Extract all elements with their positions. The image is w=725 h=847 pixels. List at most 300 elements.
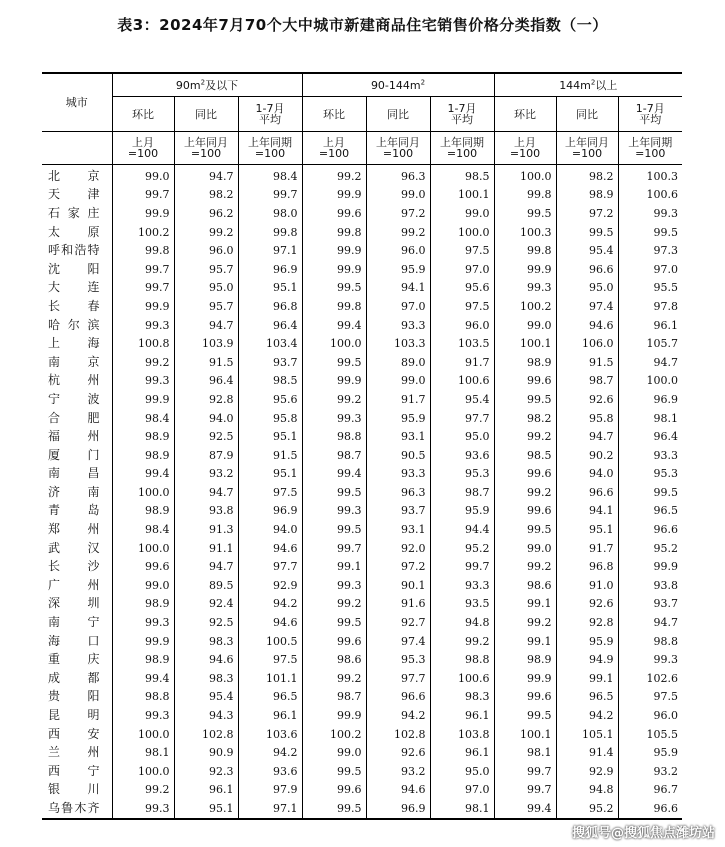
value-cell: 97.2 bbox=[366, 557, 430, 576]
value-cell: 103.3 bbox=[366, 334, 430, 353]
table-row bbox=[42, 204, 682, 223]
table-row bbox=[42, 241, 682, 260]
value-cell: 101.1 bbox=[238, 669, 302, 688]
table-row bbox=[42, 706, 682, 725]
value-cell: 97.7 bbox=[430, 409, 494, 428]
value-cell: 94.7 bbox=[174, 165, 238, 186]
value-cell: 100.0 bbox=[112, 762, 174, 781]
value-cell: 98.2 bbox=[556, 165, 618, 186]
table-row bbox=[42, 483, 682, 502]
city-cell: 郑州 bbox=[48, 522, 100, 537]
value-cell: 99.7 bbox=[112, 279, 174, 298]
value-cell: 98.9 bbox=[112, 595, 174, 614]
value-cell: 92.3 bbox=[174, 762, 238, 781]
value-cell: 91.7 bbox=[430, 353, 494, 372]
value-cell: 99.0 bbox=[366, 186, 430, 205]
base-cell: 上年同月 =100 bbox=[174, 132, 238, 165]
value-cell: 93.6 bbox=[238, 762, 302, 781]
value-cell: 92.4 bbox=[174, 595, 238, 614]
value-cell: 100.3 bbox=[618, 165, 682, 186]
value-cell: 97.5 bbox=[238, 650, 302, 669]
value-cell: 90.2 bbox=[556, 446, 618, 465]
value-cell: 99.4 bbox=[112, 465, 174, 484]
table-row bbox=[42, 762, 682, 781]
value-cell: 99.5 bbox=[618, 223, 682, 242]
value-cell: 96.9 bbox=[238, 260, 302, 279]
value-cell: 93.6 bbox=[430, 446, 494, 465]
value-cell: 98.9 bbox=[556, 186, 618, 205]
value-cell: 95.5 bbox=[618, 279, 682, 298]
value-cell: 99.0 bbox=[112, 576, 174, 595]
base-cell: 上月 =100 bbox=[302, 132, 366, 165]
table-title: 表3：2024年7月70个大中城市新建商品住宅销售价格分类指数（一） bbox=[117, 16, 608, 34]
base-row-spacer bbox=[42, 132, 112, 165]
value-cell: 99.8 bbox=[238, 223, 302, 242]
value-cell: 93.3 bbox=[366, 316, 430, 335]
value-cell: 99.2 bbox=[494, 557, 556, 576]
value-cell: 97.4 bbox=[366, 632, 430, 651]
value-cell: 99.0 bbox=[430, 204, 494, 223]
value-cell: 99.3 bbox=[302, 409, 366, 428]
base-cell: 上月 =100 bbox=[112, 132, 174, 165]
value-cell: 99.9 bbox=[112, 204, 174, 223]
value-cell: 94.1 bbox=[366, 279, 430, 298]
value-cell: 99.6 bbox=[302, 781, 366, 800]
value-cell: 99.8 bbox=[302, 223, 366, 242]
value-cell: 94.6 bbox=[238, 613, 302, 632]
value-cell: 100.3 bbox=[494, 223, 556, 242]
value-cell: 96.6 bbox=[556, 260, 618, 279]
value-cell: 98.3 bbox=[174, 632, 238, 651]
value-cell: 95.9 bbox=[556, 632, 618, 651]
value-cell: 92.6 bbox=[556, 595, 618, 614]
city-cell: 兰州 bbox=[48, 745, 100, 760]
value-cell: 96.0 bbox=[174, 241, 238, 260]
value-cell: 99.1 bbox=[494, 632, 556, 651]
city-cell: 成都 bbox=[48, 670, 100, 685]
value-cell: 102.8 bbox=[366, 725, 430, 744]
value-cell: 100.0 bbox=[112, 483, 174, 502]
value-cell: 99.5 bbox=[302, 613, 366, 632]
value-cell: 98.8 bbox=[430, 650, 494, 669]
value-cell: 98.9 bbox=[494, 650, 556, 669]
value-cell: 98.0 bbox=[238, 204, 302, 223]
value-cell: 97.0 bbox=[430, 781, 494, 800]
value-cell: 99.3 bbox=[112, 372, 174, 391]
value-cell: 99.2 bbox=[302, 165, 366, 186]
value-cell: 99.2 bbox=[430, 632, 494, 651]
city-cell: 西宁 bbox=[48, 763, 100, 778]
value-cell: 96.1 bbox=[430, 706, 494, 725]
table-row bbox=[42, 297, 682, 316]
value-cell: 91.7 bbox=[366, 390, 430, 409]
value-cell: 100.6 bbox=[430, 669, 494, 688]
value-cell: 99.2 bbox=[302, 390, 366, 409]
value-cell: 99.2 bbox=[302, 595, 366, 614]
value-cell: 98.4 bbox=[112, 409, 174, 428]
value-cell: 99.5 bbox=[302, 483, 366, 502]
group-header-small: $90m^2$及以下 bbox=[112, 73, 302, 97]
value-cell: 103.5 bbox=[430, 334, 494, 353]
value-cell: 99.7 bbox=[494, 781, 556, 800]
value-cell: 98.4 bbox=[112, 520, 174, 539]
value-cell: 99.9 bbox=[302, 260, 366, 279]
value-cell: 100.0 bbox=[112, 725, 174, 744]
value-cell: 98.6 bbox=[494, 576, 556, 595]
value-cell: 93.1 bbox=[366, 427, 430, 446]
table-row bbox=[42, 799, 682, 819]
value-cell: 99.5 bbox=[302, 353, 366, 372]
value-cell: 92.9 bbox=[238, 576, 302, 595]
value-cell: 91.5 bbox=[238, 446, 302, 465]
subheader-cell: 1-7月 平均 bbox=[430, 97, 494, 132]
value-cell: 94.0 bbox=[174, 409, 238, 428]
value-cell: 98.5 bbox=[430, 165, 494, 186]
value-cell: 99.7 bbox=[112, 186, 174, 205]
value-cell: 103.8 bbox=[430, 725, 494, 744]
value-cell: 99.5 bbox=[618, 483, 682, 502]
value-cell: 98.1 bbox=[494, 743, 556, 762]
value-cell: 96.4 bbox=[174, 372, 238, 391]
value-cell: 99.0 bbox=[112, 165, 174, 186]
value-cell: 95.6 bbox=[238, 390, 302, 409]
value-cell: 99.1 bbox=[494, 595, 556, 614]
value-cell: 99.8 bbox=[302, 297, 366, 316]
value-cell: 95.9 bbox=[618, 743, 682, 762]
base-cell: 上月 =100 bbox=[494, 132, 556, 165]
table-row bbox=[42, 334, 682, 353]
value-cell: 94.6 bbox=[556, 316, 618, 335]
value-cell: 99.9 bbox=[302, 706, 366, 725]
value-cell: 99.2 bbox=[112, 353, 174, 372]
table-row bbox=[42, 650, 682, 669]
value-cell: 106.0 bbox=[556, 334, 618, 353]
value-cell: 99.8 bbox=[494, 186, 556, 205]
subheader-cell: 1-7月 平均 bbox=[238, 97, 302, 132]
value-cell: 93.8 bbox=[174, 502, 238, 521]
city-cell: 深圳 bbox=[48, 596, 100, 611]
value-cell: 99.9 bbox=[494, 260, 556, 279]
value-cell: 92.9 bbox=[556, 762, 618, 781]
value-cell: 93.3 bbox=[366, 465, 430, 484]
value-cell: 95.1 bbox=[238, 427, 302, 446]
value-cell: 94.2 bbox=[238, 743, 302, 762]
value-cell: 102.8 bbox=[174, 725, 238, 744]
city-cell: 沈阳 bbox=[48, 261, 100, 276]
value-cell: 95.3 bbox=[430, 465, 494, 484]
value-cell: 99.9 bbox=[112, 390, 174, 409]
table-row bbox=[42, 465, 682, 484]
value-cell: 100.0 bbox=[494, 165, 556, 186]
value-cell: 99.2 bbox=[174, 223, 238, 242]
value-cell: 98.9 bbox=[112, 427, 174, 446]
value-cell: 100.2 bbox=[302, 725, 366, 744]
value-cell: 99.9 bbox=[618, 557, 682, 576]
value-cell: 105.7 bbox=[618, 334, 682, 353]
value-cell: 99.6 bbox=[494, 465, 556, 484]
city-cell: 重庆 bbox=[48, 652, 100, 667]
value-cell: 93.8 bbox=[618, 576, 682, 595]
value-cell: 95.1 bbox=[238, 465, 302, 484]
value-cell: 99.6 bbox=[494, 502, 556, 521]
value-cell: 95.0 bbox=[556, 279, 618, 298]
value-cell: 99.3 bbox=[302, 502, 366, 521]
city-cell: 济南 bbox=[48, 484, 100, 499]
value-cell: 94.6 bbox=[366, 781, 430, 800]
value-cell: 95.4 bbox=[174, 688, 238, 707]
value-cell: 96.6 bbox=[618, 520, 682, 539]
value-cell: 96.5 bbox=[618, 502, 682, 521]
value-cell: 99.9 bbox=[112, 632, 174, 651]
table-row bbox=[42, 427, 682, 446]
value-cell: 95.2 bbox=[556, 799, 618, 819]
value-cell: 91.5 bbox=[556, 353, 618, 372]
subheader-cell: 同比 bbox=[366, 97, 430, 132]
value-cell: 91.5 bbox=[174, 353, 238, 372]
value-cell: 99.5 bbox=[302, 520, 366, 539]
value-cell: 95.8 bbox=[556, 409, 618, 428]
value-cell: 98.8 bbox=[112, 688, 174, 707]
subheader-cell: 1-7月 平均 bbox=[618, 97, 682, 132]
subheader-cell: 同比 bbox=[556, 97, 618, 132]
value-cell: 95.3 bbox=[366, 650, 430, 669]
value-cell: 92.5 bbox=[174, 613, 238, 632]
city-cell: 青岛 bbox=[48, 503, 100, 518]
value-cell: 96.9 bbox=[238, 502, 302, 521]
value-cell: 95.9 bbox=[430, 502, 494, 521]
value-cell: 95.9 bbox=[366, 409, 430, 428]
city-cell: 昆明 bbox=[48, 708, 100, 723]
value-cell: 98.6 bbox=[302, 650, 366, 669]
value-cell: 99.5 bbox=[494, 520, 556, 539]
value-cell: 93.5 bbox=[430, 595, 494, 614]
value-cell: 97.2 bbox=[556, 204, 618, 223]
city-cell: 天津 bbox=[48, 187, 100, 202]
value-cell: 105.5 bbox=[618, 725, 682, 744]
value-cell: 99.3 bbox=[302, 576, 366, 595]
value-cell: 95.9 bbox=[366, 260, 430, 279]
city-cell: 南宁 bbox=[48, 615, 100, 630]
value-cell: 95.6 bbox=[430, 279, 494, 298]
base-cell: 上年同月 =100 bbox=[366, 132, 430, 165]
value-cell: 94.7 bbox=[174, 557, 238, 576]
value-cell: 99.4 bbox=[302, 465, 366, 484]
value-cell: 93.1 bbox=[366, 520, 430, 539]
watermark: 搜狐号@搜狐焦点潍坊站 bbox=[571, 826, 715, 841]
value-cell: 100.6 bbox=[618, 186, 682, 205]
value-cell: 98.9 bbox=[494, 353, 556, 372]
city-cell: 哈尔滨 bbox=[48, 317, 100, 332]
value-cell: 94.7 bbox=[174, 483, 238, 502]
value-cell: 98.1 bbox=[430, 799, 494, 819]
value-cell: 91.3 bbox=[174, 520, 238, 539]
value-cell: 92.6 bbox=[366, 743, 430, 762]
value-cell: 99.4 bbox=[302, 316, 366, 335]
value-cell: 94.2 bbox=[556, 706, 618, 725]
city-cell: 长沙 bbox=[48, 559, 100, 574]
city-cell: 贵阳 bbox=[48, 689, 100, 704]
value-cell: 98.2 bbox=[494, 409, 556, 428]
value-cell: 96.1 bbox=[238, 706, 302, 725]
value-cell: 98.4 bbox=[238, 165, 302, 186]
table-row bbox=[42, 372, 682, 391]
value-cell: 92.0 bbox=[366, 539, 430, 558]
value-cell: 99.5 bbox=[494, 706, 556, 725]
value-cell: 91.1 bbox=[174, 539, 238, 558]
value-cell: 98.9 bbox=[112, 650, 174, 669]
table-row bbox=[42, 781, 682, 800]
value-cell: 95.7 bbox=[174, 260, 238, 279]
value-cell: 97.1 bbox=[238, 799, 302, 819]
value-cell: 96.6 bbox=[556, 483, 618, 502]
value-cell: 93.7 bbox=[618, 595, 682, 614]
table-row bbox=[42, 279, 682, 298]
value-cell: 100.0 bbox=[302, 334, 366, 353]
subheader-cell: 环比 bbox=[112, 97, 174, 132]
value-cell: 97.5 bbox=[238, 483, 302, 502]
value-cell: 99.3 bbox=[618, 650, 682, 669]
value-cell: 98.5 bbox=[238, 372, 302, 391]
city-cell: 合肥 bbox=[48, 410, 100, 425]
value-cell: 98.7 bbox=[556, 372, 618, 391]
value-cell: 96.2 bbox=[174, 204, 238, 223]
subheader-cell: 环比 bbox=[494, 97, 556, 132]
table-row bbox=[42, 446, 682, 465]
value-cell: 95.1 bbox=[238, 279, 302, 298]
value-cell: 100.2 bbox=[112, 223, 174, 242]
city-header: 城市 bbox=[42, 73, 112, 132]
value-cell: 99.5 bbox=[302, 762, 366, 781]
value-cell: 96.9 bbox=[366, 799, 430, 819]
value-cell: 98.7 bbox=[302, 446, 366, 465]
value-cell: 99.3 bbox=[618, 204, 682, 223]
value-cell: 98.8 bbox=[618, 632, 682, 651]
value-cell: 99.7 bbox=[430, 557, 494, 576]
city-cell: 银川 bbox=[48, 782, 100, 797]
value-cell: 90.5 bbox=[366, 446, 430, 465]
value-cell: 97.5 bbox=[618, 688, 682, 707]
value-cell: 97.7 bbox=[238, 557, 302, 576]
table-row bbox=[42, 557, 682, 576]
value-cell: 99.9 bbox=[112, 297, 174, 316]
value-cell: 99.1 bbox=[302, 557, 366, 576]
base-cell: 上年同期 =100 bbox=[238, 132, 302, 165]
value-cell: 99.3 bbox=[112, 316, 174, 335]
city-cell: 南昌 bbox=[48, 466, 100, 481]
value-cell: 91.4 bbox=[556, 743, 618, 762]
base-cell: 上年同期 =100 bbox=[618, 132, 682, 165]
value-cell: 92.6 bbox=[556, 390, 618, 409]
value-cell: 100.0 bbox=[430, 223, 494, 242]
value-cell: 94.0 bbox=[238, 520, 302, 539]
subheader-cell: 环比 bbox=[302, 97, 366, 132]
value-cell: 92.8 bbox=[556, 613, 618, 632]
group-header-large: $144m^2$以上 bbox=[494, 73, 682, 97]
value-cell: 100.6 bbox=[430, 372, 494, 391]
value-cell: 89.0 bbox=[366, 353, 430, 372]
table-row bbox=[42, 743, 682, 762]
value-cell: 100.1 bbox=[430, 186, 494, 205]
value-cell: 94.1 bbox=[556, 502, 618, 521]
value-cell: 94.6 bbox=[174, 650, 238, 669]
value-cell: 95.1 bbox=[174, 799, 238, 819]
city-cell: 广州 bbox=[48, 577, 100, 592]
value-cell: 99.2 bbox=[112, 781, 174, 800]
table-row bbox=[42, 576, 682, 595]
value-cell: 94.8 bbox=[430, 613, 494, 632]
value-cell: 99.7 bbox=[112, 260, 174, 279]
base-cell: 上年同期 =100 bbox=[430, 132, 494, 165]
value-cell: 99.6 bbox=[112, 557, 174, 576]
value-cell: 93.2 bbox=[174, 465, 238, 484]
value-cell: 96.4 bbox=[238, 316, 302, 335]
city-cell: 西安 bbox=[48, 726, 100, 741]
value-cell: 93.2 bbox=[618, 762, 682, 781]
value-cell: 97.4 bbox=[556, 297, 618, 316]
value-cell: 99.4 bbox=[112, 669, 174, 688]
value-cell: 96.0 bbox=[430, 316, 494, 335]
city-cell: 福州 bbox=[48, 429, 100, 444]
value-cell: 99.3 bbox=[112, 613, 174, 632]
base-row bbox=[42, 132, 682, 165]
value-cell: 99.9 bbox=[302, 372, 366, 391]
value-cell: 103.4 bbox=[238, 334, 302, 353]
table-row bbox=[42, 632, 682, 651]
table-row bbox=[42, 539, 682, 558]
city-cell: 武汉 bbox=[48, 540, 100, 555]
table-row bbox=[42, 186, 682, 205]
value-cell: 98.2 bbox=[174, 186, 238, 205]
value-cell: 99.5 bbox=[302, 799, 366, 819]
value-cell: 95.0 bbox=[430, 762, 494, 781]
value-cell: 97.0 bbox=[366, 297, 430, 316]
value-cell: 99.0 bbox=[302, 743, 366, 762]
value-cell: 99.9 bbox=[302, 186, 366, 205]
value-cell: 93.3 bbox=[618, 446, 682, 465]
value-cell: 99.6 bbox=[494, 372, 556, 391]
value-cell: 96.5 bbox=[238, 688, 302, 707]
table-row bbox=[42, 688, 682, 707]
value-cell: 92.7 bbox=[366, 613, 430, 632]
table-row bbox=[42, 669, 682, 688]
value-cell: 99.3 bbox=[112, 799, 174, 819]
value-cell: 94.7 bbox=[618, 353, 682, 372]
table-row bbox=[42, 613, 682, 632]
value-cell: 91.6 bbox=[366, 595, 430, 614]
city-cell: 呼和浩特 bbox=[48, 243, 100, 258]
value-cell: 99.2 bbox=[494, 483, 556, 502]
table-row bbox=[42, 260, 682, 279]
value-cell: 99.7 bbox=[238, 186, 302, 205]
value-cell: 95.0 bbox=[174, 279, 238, 298]
value-cell: 102.6 bbox=[618, 669, 682, 688]
value-cell: 95.1 bbox=[556, 520, 618, 539]
value-cell: 96.3 bbox=[366, 165, 430, 186]
table-row bbox=[42, 595, 682, 614]
value-cell: 98.7 bbox=[430, 483, 494, 502]
value-cell: 91.7 bbox=[556, 539, 618, 558]
value-cell: 96.7 bbox=[618, 781, 682, 800]
city-cell: 杭州 bbox=[48, 373, 100, 388]
table-row bbox=[42, 316, 682, 335]
price-index-table bbox=[42, 72, 682, 820]
value-cell: 99.1 bbox=[556, 669, 618, 688]
value-cell: 100.8 bbox=[112, 334, 174, 353]
value-cell: 99.8 bbox=[494, 241, 556, 260]
table-row bbox=[42, 502, 682, 521]
value-cell: 97.5 bbox=[430, 297, 494, 316]
value-cell: 96.9 bbox=[618, 390, 682, 409]
